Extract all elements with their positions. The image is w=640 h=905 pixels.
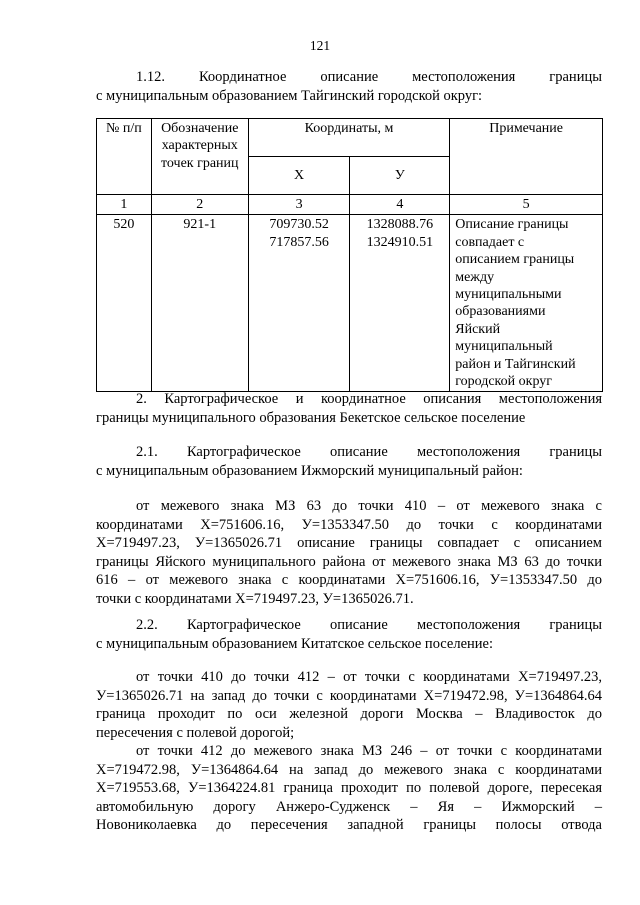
heading-word: описание xyxy=(320,69,379,85)
section-2-heading xyxy=(96,390,602,427)
note-line: муниципальными xyxy=(455,287,562,303)
table-header-row xyxy=(97,119,603,157)
heading-line: с муниципальным образованием Тайгинский городской округ: xyxy=(96,87,483,104)
paragraph-2-1 xyxy=(96,497,602,609)
y-value: 1328088.76 xyxy=(366,217,434,233)
note-line: образованиями xyxy=(455,304,546,320)
section-number: 2.1. xyxy=(136,444,158,460)
paragraph-line: 616 – от межевого знака с координатами Х=751606.16, У=1353347.50 до xyxy=(96,572,602,589)
paragraph-line: границы Яйского муниципального района от межевого знака МЗ 63 до точки xyxy=(96,553,602,570)
paragraph-line: У=1365026.71 на запад до точки с координатами Х=719472.98, У=1364864.64 xyxy=(96,687,602,704)
header-y: У xyxy=(350,157,450,195)
column-number: 2 xyxy=(151,195,248,215)
section-number: 1.12. xyxy=(136,69,165,85)
cell-x xyxy=(248,215,350,392)
section-number: 2.2. xyxy=(136,617,158,633)
column-number: 1 xyxy=(97,195,152,215)
heading-line: с муниципальным образованием Китатское сельское поселение: xyxy=(96,635,494,652)
paragraph-line: 2. Картографическое и координатное описания местоположения xyxy=(136,391,602,407)
column-number: 3 xyxy=(248,195,350,215)
paragraph-2-2-a xyxy=(96,668,602,742)
cell-designation: 921-1 xyxy=(151,215,248,392)
paragraph-line: от межевого знака МЗ 63 до точки 410 – от межевого знака с xyxy=(136,498,602,514)
paragraph-line: от точки 410 до точки 412 – от точки с координатами Х=719497.23, xyxy=(136,669,602,685)
heading-word: Картографическое xyxy=(186,444,301,460)
note-line: район и Тайгинский xyxy=(455,356,576,372)
header-num: № п/п xyxy=(97,119,152,195)
note-line: муниципальный xyxy=(455,339,553,355)
paragraph-line: граница проходит по оси железной дороги Москва – Владивосток до xyxy=(96,706,602,723)
heading-word: границы xyxy=(549,69,602,85)
heading-word: границы xyxy=(549,617,602,633)
heading-word: Координатное xyxy=(198,69,287,85)
column-number: 5 xyxy=(450,195,603,215)
header-designation-line: точек границ xyxy=(160,155,239,171)
heading-word: Картографическое xyxy=(186,617,301,633)
y-value: 1324910.51 xyxy=(366,234,434,250)
paragraph-line: от точки 412 до межевого знака МЗ 246 – от точки с координатами xyxy=(136,743,602,759)
paragraph-line: автомобильную дорогу Анжеро-Судженск – Яя – Ижморский – xyxy=(96,798,602,815)
paragraph-line: Х=719553.68, У=1364224.81 граница проходит по полевой дороге, пересекая xyxy=(96,780,602,797)
header-designation-line: Обозначение xyxy=(161,121,239,136)
heading-word: границы xyxy=(549,444,602,460)
paragraph-line: Новониколаевка до пересечения западной границы полосы отвода xyxy=(96,817,602,834)
paragraph-line: пересечения с полевой дорогой; xyxy=(96,724,295,741)
header-designation xyxy=(151,119,248,195)
note-line: городской округ xyxy=(455,374,553,390)
paragraph-line: координатами Х=751606.16, У=1353347.50 до точки с координатами xyxy=(96,516,602,533)
header-x: X xyxy=(248,157,350,195)
paragraph-line: границы муниципального образования Бекетское сельское поселение xyxy=(96,409,526,426)
section-1-12-heading xyxy=(96,68,602,105)
heading-word: описание xyxy=(329,444,388,460)
cell-note xyxy=(450,215,603,392)
heading-line: с муниципальным образованием Ижморский муниципальный район: xyxy=(96,462,523,479)
cell-y xyxy=(350,215,450,392)
header-designation-line: характерных xyxy=(161,138,238,154)
heading-word: описание xyxy=(329,617,388,633)
coordinates-table xyxy=(96,118,603,392)
x-value: 709730.52 xyxy=(269,217,329,233)
note-line: между xyxy=(455,269,495,285)
note-line: Яйский xyxy=(455,321,501,337)
paragraph-2-2-b xyxy=(96,742,602,835)
section-2-2-heading xyxy=(96,616,602,653)
section-2-1-heading xyxy=(96,443,602,480)
heading-word: местоположения xyxy=(416,444,521,460)
note-line: совпадает с xyxy=(455,234,525,250)
note-line: Описание границы xyxy=(455,217,569,233)
x-value: 717857.56 xyxy=(269,234,329,250)
table-row xyxy=(97,215,603,392)
paragraph-line: Х=719497.23, У=1365026.71 описание границы совпадает с описанием xyxy=(96,535,602,552)
cell-num: 520 xyxy=(97,215,152,392)
header-note: Примечание xyxy=(450,119,603,195)
column-number: 4 xyxy=(350,195,450,215)
header-coordinates: Координаты, м xyxy=(248,119,450,157)
page-number: 121 xyxy=(309,38,331,53)
heading-word: местоположения xyxy=(416,617,521,633)
paragraph-line: точки с координатами Х=719497.23, У=1365026.71. xyxy=(96,590,414,607)
table-column-numbers-row xyxy=(97,195,603,215)
paragraph-line: Х=719472.98, У=1364864.64 на запад до межевого знака с координатами xyxy=(96,761,602,778)
heading-word: местоположения xyxy=(412,69,516,85)
note-line: описанием границы xyxy=(455,252,575,268)
